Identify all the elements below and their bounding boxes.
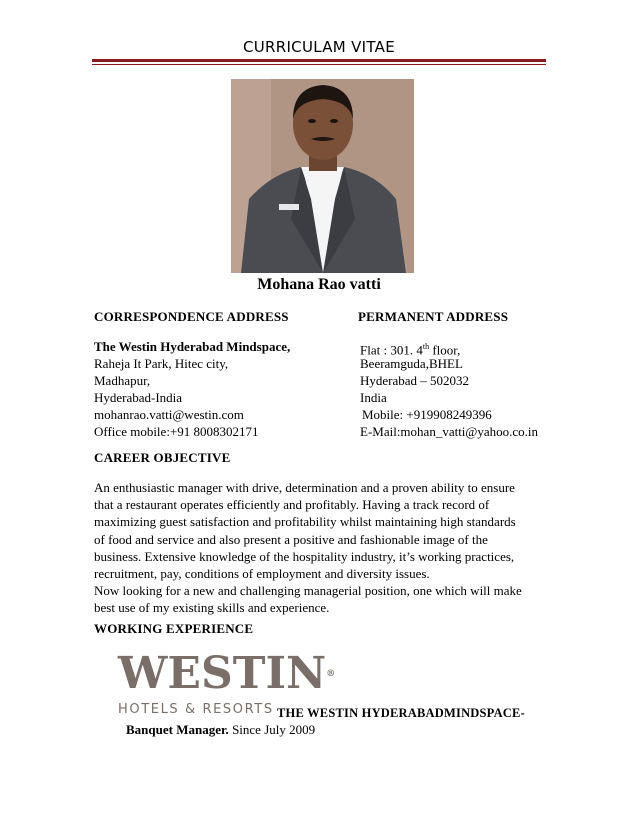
correspondence-office-mobile: Office mobile:+91 8008302171 <box>94 424 259 439</box>
permanent-line2: Beeramguda,BHEL <box>360 356 463 371</box>
career-line: of food and service and also present a positive and fashionable image of the <box>94 531 488 547</box>
working-experience-heading: WORKING EXPERIENCE <box>94 621 254 636</box>
permanent-flat-sup: th <box>422 342 430 351</box>
permanent-flat-post: floor, <box>429 342 461 358</box>
career-objective-paragraph <box>94 479 554 617</box>
permanent-line4: India <box>360 390 387 405</box>
header-rule-thick <box>92 59 546 62</box>
career-line: business. Extensive knowledge of the hospitality industry, it’s working practices, <box>94 548 515 564</box>
permanent-email[interactable]: E-Mail:mohan_vatti@yahoo.co.in <box>360 424 539 439</box>
registered-mark: ® <box>326 669 336 679</box>
job-role: Banquet Manager. <box>126 722 229 737</box>
correspondence-line2: Madhapur, <box>94 373 151 388</box>
career-line: best use of my existing skills and experience. <box>94 600 330 616</box>
career-objective-heading: CAREER OBJECTIVE <box>94 450 231 465</box>
correspondence-line1: Raheja It Park, Hitec city, <box>94 356 229 371</box>
header-rule-thin <box>92 64 546 65</box>
westin-logo <box>118 648 336 718</box>
employer-name: THE WESTIN HYDERABADMINDSPACE- <box>277 706 525 720</box>
correspondence-email[interactable]: mohanrao.vatti@westin.com <box>94 407 244 422</box>
westin-logo-subtitle: HOTELS & RESORTS <box>118 702 274 717</box>
permanent-address-heading: PERMANENT ADDRESS <box>358 309 509 324</box>
permanent-mobile: Mobile: +919908249396 <box>362 407 492 422</box>
westin-logo-text: WESTIN <box>118 648 327 699</box>
career-line: that a restaurant operates efficiently and profitably. Having a track record of <box>94 497 490 513</box>
job-title-line <box>126 721 315 738</box>
correspondence-line3: Hyderabad-India <box>94 390 183 405</box>
correspondence-company: The Westin Hyderabad Mindspace, <box>94 339 291 354</box>
permanent-flat-text: Flat : 301. 4 <box>360 342 423 358</box>
candidate-name: Mohana Rao vatti <box>257 276 381 293</box>
permanent-line3: Hyderabad – 502032 <box>360 373 470 388</box>
correspondence-address-heading: CORRESPONDENCE ADDRESS <box>94 309 289 324</box>
career-line: recruitment, pay, conditions of employment and diversity issues. <box>94 566 430 582</box>
person-portrait-illustration <box>231 79 414 273</box>
career-line: An enthusiastic manager with drive, determination and a proven ability to ensure <box>94 480 515 495</box>
page-title: CURRICULAM VITAE <box>242 38 396 56</box>
career-line: Now looking for a new and challenging managerial position, one which will make <box>94 583 522 599</box>
job-since: Since July 2009 <box>228 722 316 737</box>
career-line: maximizing guest satisfaction and profitability whilst maintaining high standards <box>94 514 516 530</box>
westin-logo-word <box>118 648 336 699</box>
profile-photo <box>231 79 414 273</box>
